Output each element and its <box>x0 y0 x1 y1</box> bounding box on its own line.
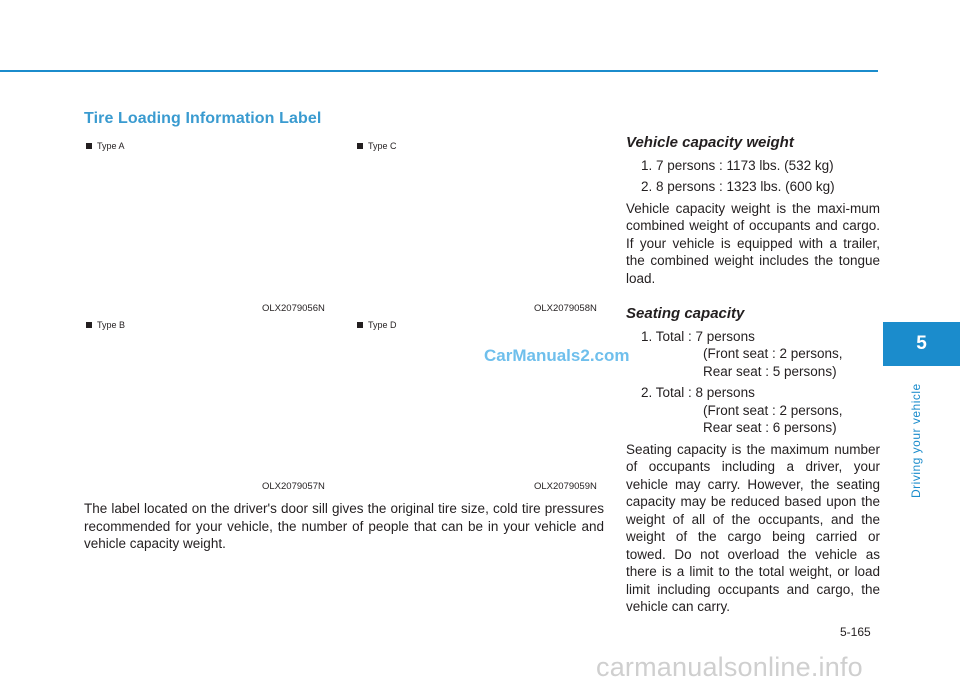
seating-front-seat: (Front seat : 2 persons, <box>703 402 843 418</box>
square-bullet-icon <box>86 322 92 328</box>
vehicle-capacity-item: 1. 7 persons : 1173 lbs. (532 kg) <box>641 157 834 173</box>
figure-code-type-c: OLX2079058N <box>534 303 597 314</box>
page-number: 5-165 <box>840 625 871 639</box>
footer-watermark: carmanualsonline.info <box>596 652 863 682</box>
square-bullet-icon <box>357 322 363 328</box>
chapter-number-tab: 5 <box>883 322 960 366</box>
chapter-title-vertical: Driving your vehicle <box>909 383 923 498</box>
seating-rear-seat: Rear seat : 5 persons) <box>703 363 837 379</box>
seating-rear-seat: Rear seat : 6 persons) <box>703 420 837 435</box>
vehicle-capacity-heading: Vehicle capacity weight <box>626 134 794 151</box>
seating-capacity-heading: Seating capacity <box>626 305 745 322</box>
seating-front-seat: (Front seat : 2 persons, <box>703 346 843 361</box>
vehicle-capacity-item: 2. 8 persons : 1323 lbs. (600 kg) <box>641 179 835 194</box>
square-bullet-icon <box>357 143 363 149</box>
seating-capacity-item: 1. Total : 7 persons <box>641 328 755 344</box>
figure-code-type-a: OLX2079056N <box>262 303 325 314</box>
figure-label-type-b: Type B <box>86 320 125 330</box>
figure-code-type-d: OLX2079059N <box>534 481 597 492</box>
right-column <box>626 134 880 616</box>
label-description: The label located on the driver's door sill gives the original tire size, cold tire pressures recommended for your vehicle, the number of people that can be in your vehicle and vehicle capacity weight. <box>84 501 604 551</box>
seating-capacity-item: 2. Total : 8 persons <box>641 385 755 400</box>
figure-label-type-d: Type D <box>357 320 397 330</box>
section-title: Tire Loading Information Label <box>84 110 322 127</box>
seating-capacity-paragraph: Seating capacity is the maximum number of occupants including a driver, your vehicle may carry. However, the seating capacity may be reduced based upon the weight of all of the occupants, and the weight of the cargo being carried or towed. Do not overload the vehicle as there is a limit to the total weight, or load limit including occupants and cargo, the vehicle can carry. <box>626 441 880 614</box>
watermark-text: CarManuals2.com <box>484 346 630 365</box>
vehicle-capacity-paragraph: Vehicle capacity weight is the maxi-mum combined weight of occupants and cargo. If your vehicle is equipped with a trailer, the combined weight includes the tongue load. <box>626 200 880 286</box>
figure-label-type-a: Type A <box>86 141 125 151</box>
figure-code-type-b: OLX2079057N <box>262 481 325 492</box>
figure-label-type-c: Type C <box>357 141 397 151</box>
header-rule <box>0 70 878 72</box>
square-bullet-icon <box>86 143 92 149</box>
